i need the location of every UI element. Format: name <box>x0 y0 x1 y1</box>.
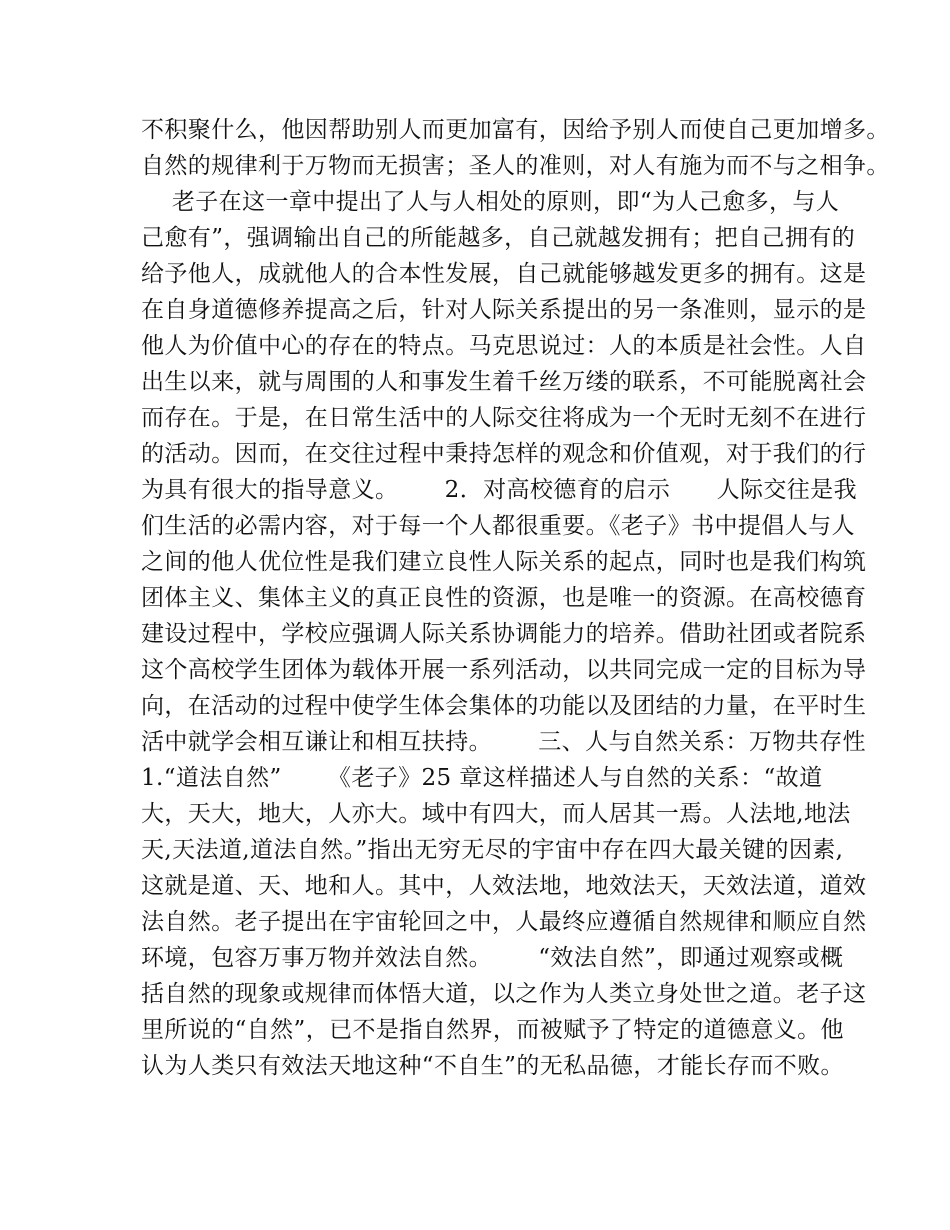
text-line: 环境，包容万事万物并效法自然。 “效法自然”，即通过观察或概 <box>141 945 844 971</box>
text-line: 大，天大，地大，人亦大。域中有四大，而人居其一焉。人法地,地法 <box>141 801 851 827</box>
text-line: 这个高校学生团体为载体开展一系列活动，以共同完成一定的目标为导 <box>141 657 867 683</box>
text-line: 老子在这一章中提出了人与人相处的原则，即“为人己愈多，与人 <box>141 189 840 215</box>
text-line: 他人为价值中心的存在的特点。马克思说过：人的本质是社会性。人自 <box>141 333 867 359</box>
text-line: 给予他人，成就他人的合本性发展，自己就能够越发更多的拥有。这是 <box>141 261 867 287</box>
text-line: 不积聚什么，他因帮助别人而更加富有，因给予别人而使自己更加增多。 <box>141 117 890 143</box>
text-line: 自然的规律利于万物而无损害；圣人的准则，对人有施为而不与之相争。 <box>141 153 890 179</box>
text-line: 活中就学会相互谦让和相互扶持。 三、人与自然关系：万物共存性 <box>141 729 866 755</box>
text-line: 在自身道德修养提高之后，针对人际关系提出的另一条准则，显示的是 <box>141 297 867 323</box>
text-line: 向，在活动的过程中使学生体会集体的功能以及团结的力量，在平时生 <box>141 693 867 719</box>
text-line: 认为人类只有效法天地这种“不自生”的无私品德，才能长存而不败。 <box>141 1053 844 1079</box>
text-line: 为具有很大的指导意义。 2．对高校德育的启示 人际交往是我 <box>141 477 857 503</box>
text-line: 建设过程中，学校应强调人际关系协调能力的培养。借助社团或者院系 <box>141 621 867 647</box>
text-line: 出生以来，就与周围的人和事发生着千丝万缕的联系，不可能脱离社会 <box>141 369 867 395</box>
text-line: 1.“道法自然” 《老子》25 章这样描述人与自然的关系：“故道 <box>141 765 823 791</box>
text-line: 们生活的必需内容，对于每一个人都很重要。《老子》书中提倡人与人 <box>141 513 855 539</box>
text-line: 团体主义、集体主义的真正良性的资源，也是唯一的资源。在高校德育 <box>141 585 867 611</box>
text-line: 之间的他人优位性是我们建立良性人际关系的起点，同时也是我们构筑 <box>141 549 867 575</box>
text-line: 法自然。老子提出在宇宙轮回之中，人最终应遵循自然规律和顺应自然 <box>141 909 867 935</box>
text-line: 而存在。于是，在日常生活中的人际交往将成为一个无时无刻不在进行 <box>141 405 867 431</box>
text-line: 括自然的现象或规律而体悟大道，以之作为人类立身处世之道。老子这 <box>141 981 867 1007</box>
text-line: 里所说的“自然”，已不是指自然界，而被赋予了特定的道德意义。他 <box>141 1017 844 1043</box>
text-line: 己愈有”，强调输出自己的所能越多，自己就越发拥有；把自己拥有的 <box>141 225 856 251</box>
text-line: 的活动。因而，在交往过程中秉持怎样的观念和价值观，对于我们的行 <box>141 441 867 467</box>
text-line: 天,天法道,道法自然。”指出无穷无尽的宇宙中存在四大最关键的因素, <box>141 837 844 863</box>
text-line: 这就是道、天、地和人。其中，人效法地，地效法天，天效法道，道效 <box>141 873 867 899</box>
